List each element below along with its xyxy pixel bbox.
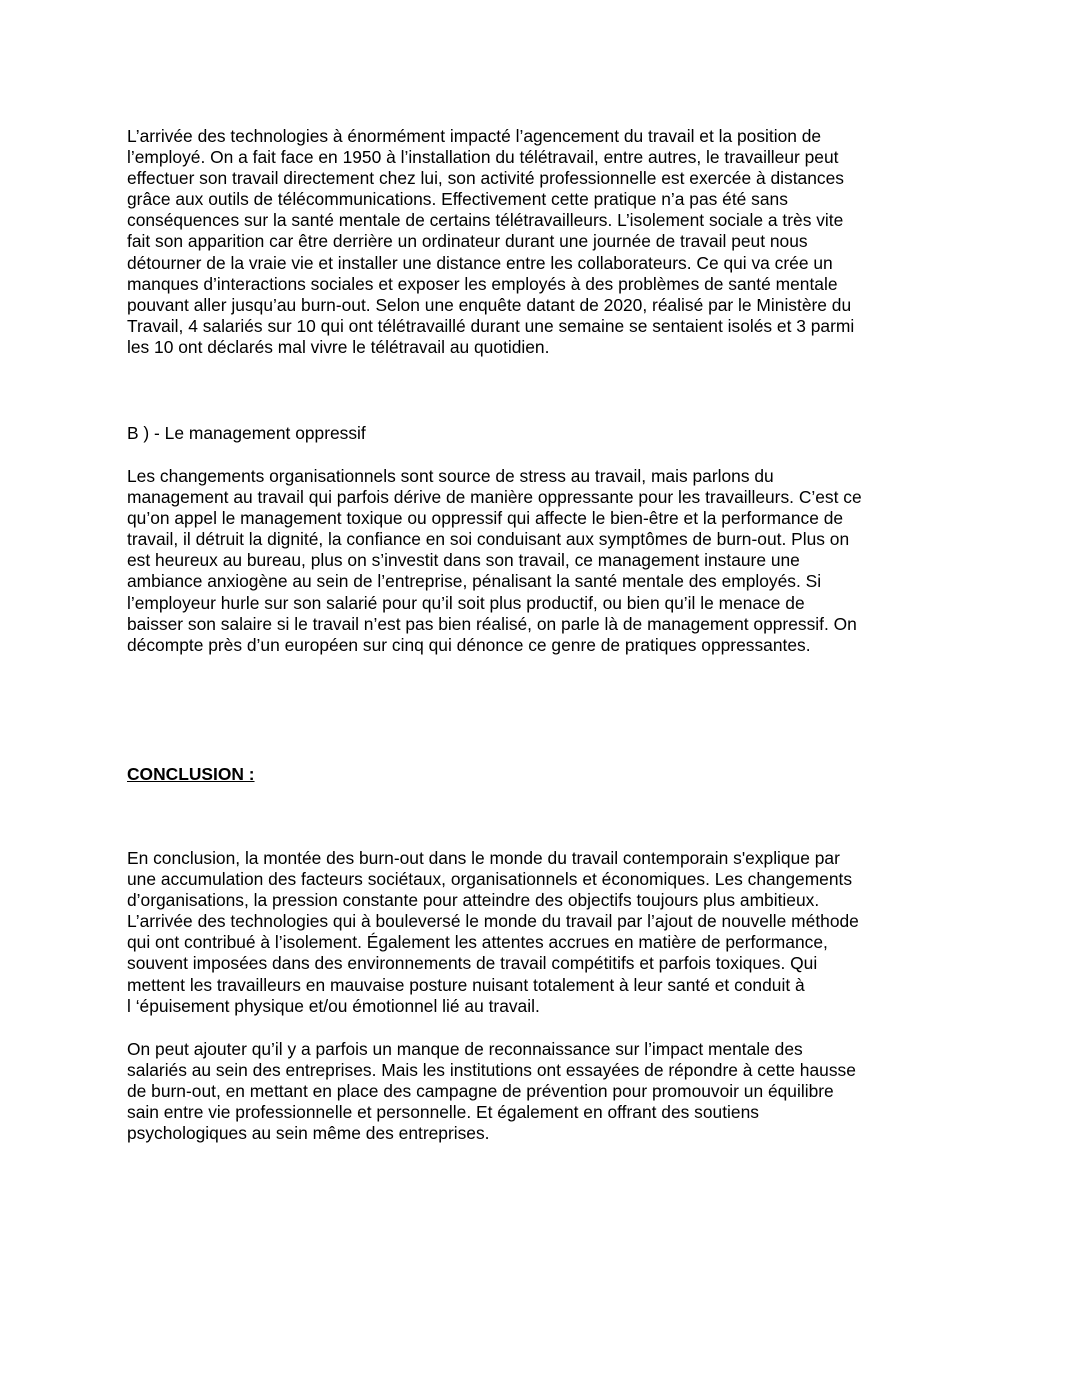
section-b-paragraph: Les changements organisationnels sont source de stress au travail, mais parlons du management au travail qui parfois dérive de manière oppressante pour les travailleurs. C’est ce qu’on appel le management toxique ou oppressif qui affecte le bien-être et la performance de travail, il détruit la dignité, la confiance en soi conduisant aux symptômes de burn-out. Plus on est heureux au bureau, plus on s’investit dans son travail, ce management instaure une ambiance anxiogène au sein de l’entreprise, pénalisant la santé mentale des employés. Si l’employeur hurle sur son salarié pour qu’il soit plus productif, ou bien qu’il le menace de baisser son salaire si le travail n’est pas bien réalisé, on parle là de management oppressif. On décompte près d’un européen sur cinq qui dénonce ce genre de pratiques oppressantes. bbox=[127, 466, 862, 655]
section-b-title: B ) - Le management oppressif bbox=[127, 423, 366, 443]
conclusion-paragraph-1: En conclusion, la montée des burn-out dans le monde du travail contemporain s'explique par une accumulation des facteurs sociétaux, organisationnels et économiques. Les changements d’organisations, la pression constante pour atteindre des objectifs toujours plus ambitieux. L’arrivée des technologies qui à bouleversé le monde du travail par l’ajout de nouvelle méthode qui ont contribué à l’isolement. Également les attentes accrues en matière de performance, souvent imposées dans des environnements de travail compétitifs et parfois toxiques. Qui mettent les travailleurs en mauvaise posture nuisant totalement à leur santé et conduit à l ‘épuisement physique et/ou émotionnel lié au travail. bbox=[127, 848, 859, 1016]
intro-paragraph: L’arrivée des technologies à énormément impacté l’agencement du travail et la position de l’employé. On a fait face en 1950 à l’installation du télétravail, entre autres, le travailleur peut effectuer son travail directement chez lui, son activité professionnelle est exercée à distances grâce aux outils de télécommunications. Effectivement cette pratique n’a pas été sans conséquences sur la santé mentale de certains télétravailleurs. L’isolement sociale a très vite fait son apparition car être derrière un ordinateur durant une journée de travail peut nous détourner de la vraie vie et installer une distance entre les collaborateurs. Ce qui va crée un manques d’interactions sociales et exposer les employés à des problèmes de santé mentale pouvant aller jusqu’au burn-out. Selon une enquête datant de 2020, réalisé par le Ministère du Travail, 4 salariés sur 10 qui ont télétravaillé durant une semaine se sentaient isolés et 3 parmi les 10 ont déclarés mal vivre le télétravail au quotidien. bbox=[127, 126, 855, 357]
conclusion-paragraph-2: On peut ajouter qu’il y a parfois un manque de reconnaissance sur l’impact mentale des salariés au sein des entreprises. Mais les institutions ont essayées de répondre à cette hausse de burn-out, en mettant en place des campagne de prévention pour promouvoir un équilibre sain entre vie professionnelle et personnelle. Et également en offrant des soutiens psychologiques au sein même des entreprises. bbox=[127, 1039, 856, 1144]
conclusion-heading: CONCLUSION : bbox=[127, 764, 255, 784]
